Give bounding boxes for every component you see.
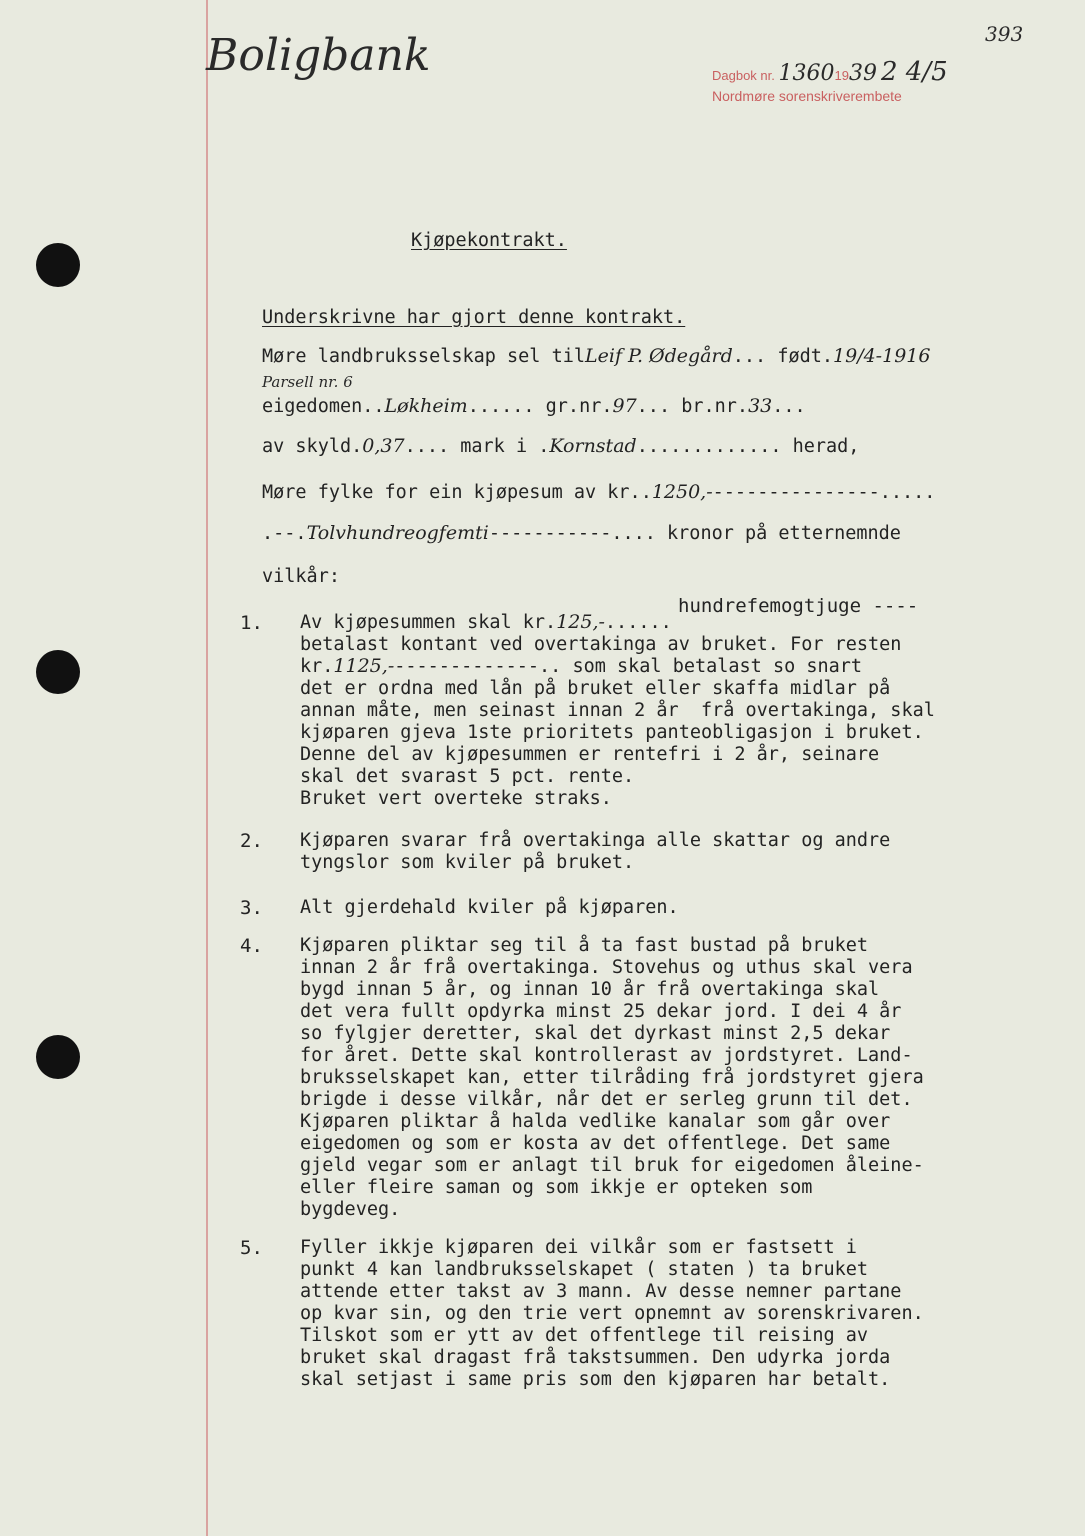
clause4-line-7: bruksselskapet kan, etter tilråding frå jordstyret gjera bbox=[300, 1067, 924, 1088]
clause1-line-9: Bruket vert overteke straks. bbox=[300, 788, 612, 809]
clause1-line-6: kjøparen gjeva 1ste prioritets panteobligasjon i bruket. bbox=[300, 722, 924, 743]
price: 1250,- bbox=[651, 481, 713, 503]
text-segment: ...... bbox=[604, 612, 672, 633]
clause1-line-8: skal det svarast 5 pct. rente. bbox=[300, 766, 635, 787]
text-segment: -------------.. som skal betalast so snart bbox=[394, 656, 863, 677]
contract-line-2 bbox=[262, 396, 806, 418]
clause-number: 1. bbox=[240, 612, 263, 634]
clause5-line-5: Tilskot som er ytt av det offentlege til reising av bbox=[300, 1325, 869, 1346]
text-segment: eigedomen.. bbox=[262, 396, 385, 417]
clause1-amount-words: hundrefemogtjuge ---- bbox=[678, 595, 919, 617]
property-name: Løkheim bbox=[384, 395, 468, 417]
contract-title: Kjøpekontrakt. bbox=[411, 230, 567, 251]
clause3-line-1: Alt gjerdehald kviler på kjøparen. bbox=[300, 897, 679, 918]
contract-line-5 bbox=[262, 523, 901, 545]
clause4-line-4: det vera fullt opdyrka minst 25 dekar jord. I dei 4 år bbox=[300, 1001, 902, 1022]
clause4-line-11: gjeld vegar som er anlagt til bruk for eigedomen åleine- bbox=[300, 1155, 924, 1176]
stamp-year-prefix: 19 bbox=[834, 68, 849, 83]
contract-line-3 bbox=[262, 436, 859, 458]
clause4-line-8: brigde i desse vilkår, når det er serleg grunn til det. bbox=[300, 1089, 913, 1110]
clause-number: 3. bbox=[240, 897, 263, 919]
clause-number: 5. bbox=[240, 1237, 263, 1259]
text-segment: ...... gr.nr. bbox=[467, 396, 613, 417]
stamp-office: Nordmøre sorenskriverembete bbox=[712, 88, 902, 104]
gr-nr: 97 bbox=[612, 395, 637, 417]
clause1-line-5: annan måte, men seinast innan 2 år frå overtakinga, skal bbox=[300, 700, 935, 721]
clause4-line-6: for året. Dette skal kontrollerast av jordstyret. Land- bbox=[300, 1045, 913, 1066]
page-number: 393 bbox=[985, 22, 1024, 46]
margin-line bbox=[206, 0, 208, 1536]
parcel-note: Parsell nr. 6 bbox=[262, 373, 353, 391]
text-segment: ... bbox=[772, 396, 806, 417]
clause-number: 4. bbox=[240, 935, 263, 957]
skyld: 0,37 bbox=[362, 435, 405, 457]
br-nr: 33 bbox=[748, 395, 773, 417]
clause4-line-9: Kjøparen pliktar å halda vedlike kanalar som går over bbox=[300, 1111, 891, 1132]
clause5-line-1: Fyller ikkje kjøparen dei vilkår som er fastsett i bbox=[300, 1237, 857, 1258]
text-segment: -----------.... kronor på etternemnde bbox=[488, 523, 901, 544]
clause1-line-7: Denne del av kjøpesummen er rentefri i 2 år, seinare bbox=[300, 744, 880, 765]
clause5-line-3: attende etter takst av 3 mann. Av desse nemner partane bbox=[300, 1281, 902, 1302]
punch-hole-icon bbox=[36, 1035, 80, 1079]
stamp-label: Dagbok nr. bbox=[712, 68, 775, 83]
contract-line-4 bbox=[262, 482, 935, 504]
clause4-line-2: innan 2 år frå overtakinga. Stovehus og uthus skal vera bbox=[300, 957, 913, 978]
clause1-line-1 bbox=[300, 612, 672, 634]
registry-stamp bbox=[712, 57, 948, 106]
text-segment: ... født. bbox=[732, 346, 834, 367]
clause4-line-1: Kjøparen pliktar seg til å ta fast bustad på bruket bbox=[300, 935, 869, 956]
handwritten-title: Boligbank bbox=[206, 30, 431, 81]
buyer-name: Leif P. Ødegård bbox=[585, 345, 733, 367]
stamp-number: 1360 bbox=[778, 61, 835, 86]
contract-intro: Underskrivne har gjort denne kontrakt. bbox=[262, 307, 686, 328]
contract-line-6: vilkår: bbox=[262, 566, 340, 587]
text-segment: Møre landbruksselskap sel til bbox=[262, 346, 586, 367]
clause5-line-4: op kvar sin, og den trie vert opnemnt av sorenskrivaren. bbox=[300, 1303, 924, 1324]
clause5-line-2: punkt 4 kan landbruksselskapet ( staten ) ta bruket bbox=[300, 1259, 869, 1280]
clause5-line-7: skal setjast i same pris som den kjøparen har betalt. bbox=[300, 1369, 891, 1390]
clause1-amount: 125,- bbox=[556, 611, 605, 633]
stamp-date: 2 4/5 bbox=[880, 57, 948, 87]
text-segment: Av kjøpesummen skal kr. bbox=[300, 612, 557, 633]
clause2-line-2: tyngslor som kviler på bruket. bbox=[300, 852, 635, 873]
text-segment: .... mark i . bbox=[404, 436, 550, 457]
clause1-rest: 1125,- bbox=[333, 655, 395, 677]
clause4-line-10: eigedomen og som er kosta av det offentlege. Det same bbox=[300, 1133, 891, 1154]
clause1-line-3 bbox=[300, 656, 862, 678]
text-segment: ---------------..... bbox=[712, 482, 936, 503]
clause5-line-6: bruket skal dragast frå takstsummen. Den udyrka jorda bbox=[300, 1347, 891, 1368]
text-segment: .--. bbox=[262, 523, 307, 544]
price-words: Tolvhundreogfemti bbox=[306, 522, 489, 544]
text-segment: ............. herad, bbox=[636, 436, 860, 457]
contract-line-1 bbox=[262, 346, 930, 368]
punch-hole-icon bbox=[36, 650, 80, 694]
clause1-line-2: betalast kontant ved overtakinga av bruket. For resten bbox=[300, 634, 902, 655]
stamp-year: 39 bbox=[848, 61, 877, 86]
text-segment: kr. bbox=[300, 656, 334, 677]
clause4-line-5: so fylgjer deretter, skal det dyrkast minst 2,5 dekar bbox=[300, 1023, 891, 1044]
clause2-line-1: Kjøparen svarar frå overtakinga alle skattar og andre bbox=[300, 830, 891, 851]
herad-name: Kornstad bbox=[549, 435, 637, 457]
buyer-born: 19/4-1916 bbox=[833, 345, 931, 367]
clause4-line-13: bygdeveg. bbox=[300, 1199, 401, 1220]
clause-number: 2. bbox=[240, 830, 263, 852]
text-segment: av skyld. bbox=[262, 436, 363, 457]
text-segment: Møre fylke for ein kjøpesum av kr.. bbox=[262, 482, 652, 503]
punch-hole-icon bbox=[36, 243, 80, 287]
text-segment: ... br.nr. bbox=[636, 396, 749, 417]
clause1-line-4: det er ordna med lån på bruket eller skaffa midlar på bbox=[300, 678, 891, 699]
clause4-line-3: bygd innan 5 år, og innan 10 år frå overtakinga skal bbox=[300, 979, 880, 1000]
clause4-line-12: eller fleire saman og som ikkje er opteken som bbox=[300, 1177, 813, 1198]
